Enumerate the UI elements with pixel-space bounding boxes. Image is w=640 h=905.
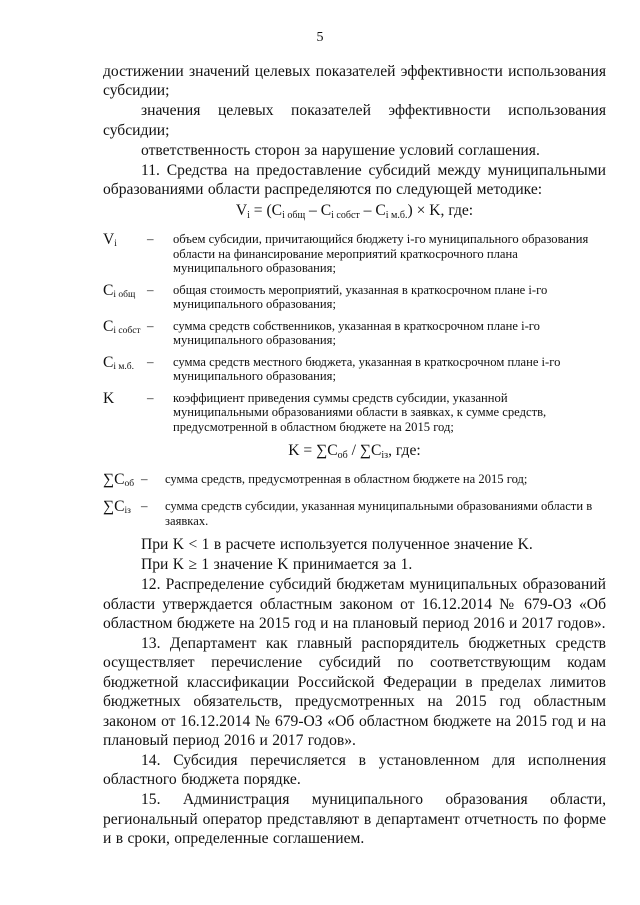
- paragraph-continuation: достижении значений целевых показателей эффективности использования субсидии;: [103, 63, 606, 100]
- formula-subsidy: $V_i = (C_{i общ} - C_{i собст} - C_{i м.б.}) \times K$, где:: [235, 202, 474, 222]
- definition-text: сумма средств собственников, указанная в краткосрочном плане i-го муниципального образования;: [173, 318, 540, 348]
- paragraph-11: 11. Средства на предоставление субсидий между муниципальными образованиями области распределяются по следующей методике:: [103, 161, 606, 198]
- paragraph-12: 12. Распределение субсидий бюджетам муниципальных образований области утверждается областным законом от 16.12.2014 № 679-ОЗ «Об областном бюджете на 2015 год и на плановый период 2016 и 2017 годов».: [103, 576, 606, 632]
- rule-k-less-than-one: При K < 1 в расчете используется полученное значение K.: [141, 536, 533, 554]
- definition-item: K – коэффициент приведения суммы средств субсидии, указанной муниципальными образованиями области в заявках, к сумме средств, предусмотренной в областном бюджете на 2015 год;: [103, 391, 606, 435]
- definition-item: $\sum C_{iз}$ – сумма средств субсидии, указанная муниципальными образованиями области в заявках.: [103, 499, 606, 528]
- definition-symbol: $C_{i общ}$: [103, 281, 136, 300]
- definition-item: $V_i$ – объем субсидии, причитающийся бюджету i-го муниципального образования области на финансирование мероприятий краткосрочного плана муниципального образования;: [103, 232, 606, 276]
- paragraph-13: 13. Департамент как главный распорядитель бюджетных средств осуществляет перечисление субсидий по соответствующим кодам бюджетной классификации Российской Федерации в пределах лимитов бюджетных обязательств, предусмотренных на 2015 год областным законом от 16.12.2014 № 679-ОЗ «Об областном бюджете на 2015 год и на плановый период 2016 и 2017 годов».: [103, 634, 606, 749]
- definition-symbol: $V_i$: [103, 231, 117, 250]
- sum-definitions-list: [103, 472, 606, 528]
- definition-text: сумма средств субсидии, указанная муниципальными образованиями области в заявках.: [165, 499, 593, 528]
- definition-text: сумма средств, предусмотренная в областном бюджете на 2015 год;: [165, 472, 528, 487]
- paragraph-15: 15. Администрация муниципального образования области, региональный оператор представляют в департамент отчетность по форме и в сроки, определенные соглашением.: [103, 791, 606, 847]
- rule-k-greater-equal-one: При K ≥ 1 значение K принимается за 1.: [141, 556, 413, 574]
- definition-text: коэффициент приведения суммы средств субсидии, указанной муниципальными образованиями области в заявках, к сумме средств, предусмотренной в областном бюджете на 2015 год;: [173, 390, 547, 434]
- definition-item: $C_{i общ}$ – общая стоимость мероприятий, указанная в краткосрочном плане i-го муниципального образования;: [103, 283, 606, 312]
- definition-symbol: $C_{i собст}$: [103, 317, 141, 336]
- definition-item: $C_{i собст}$ – сумма средств собственников, указанная в краткосрочном плане i-го муниципального образования;: [103, 319, 606, 348]
- definition-item: $\sum C_{об}$ – сумма средств, предусмотренная в областном бюджете на 2015 год;: [103, 472, 606, 492]
- document-body: [103, 62, 606, 849]
- list-item-target-values: значения целевых показателей эффективности использования субсидии;: [103, 102, 606, 139]
- definition-symbol: K: [103, 389, 115, 407]
- definition-symbol: $\sum C_{об}$: [103, 471, 135, 490]
- definition-symbol: $\sum C_{iз}$: [103, 498, 131, 517]
- list-item-responsibility: ответственность сторон за нарушение условий соглашения.: [141, 141, 540, 159]
- formula-coefficient: $K = \sum C_{об} / \sum C_{iз}$, где:: [288, 442, 421, 462]
- definition-text: общая стоимость мероприятий, указанная в краткосрочном плане i-го муниципального образования;: [173, 282, 548, 312]
- paragraph-14: 14. Субсидия перечисляется в установленном для исполнения областного бюджета порядке.: [103, 751, 606, 789]
- definition-item: $C_{i м.б.}$ – сумма средств местного бюджета, указанная в краткосрочном плане i-го муниципального образования;: [103, 355, 606, 384]
- definition-text: сумма средств местного бюджета, указанная в краткосрочном плане i-го муниципального образования;: [173, 354, 561, 384]
- definitions-list: [103, 232, 606, 434]
- definition-symbol: $C_{i м.б.}$: [103, 353, 135, 372]
- definition-text: объем субсидии, причитающийся бюджету i-го муниципального образования области на финансирование мероприятий краткосрочного плана муниципального образования;: [173, 232, 589, 276]
- page-number: 5: [316, 30, 324, 45]
